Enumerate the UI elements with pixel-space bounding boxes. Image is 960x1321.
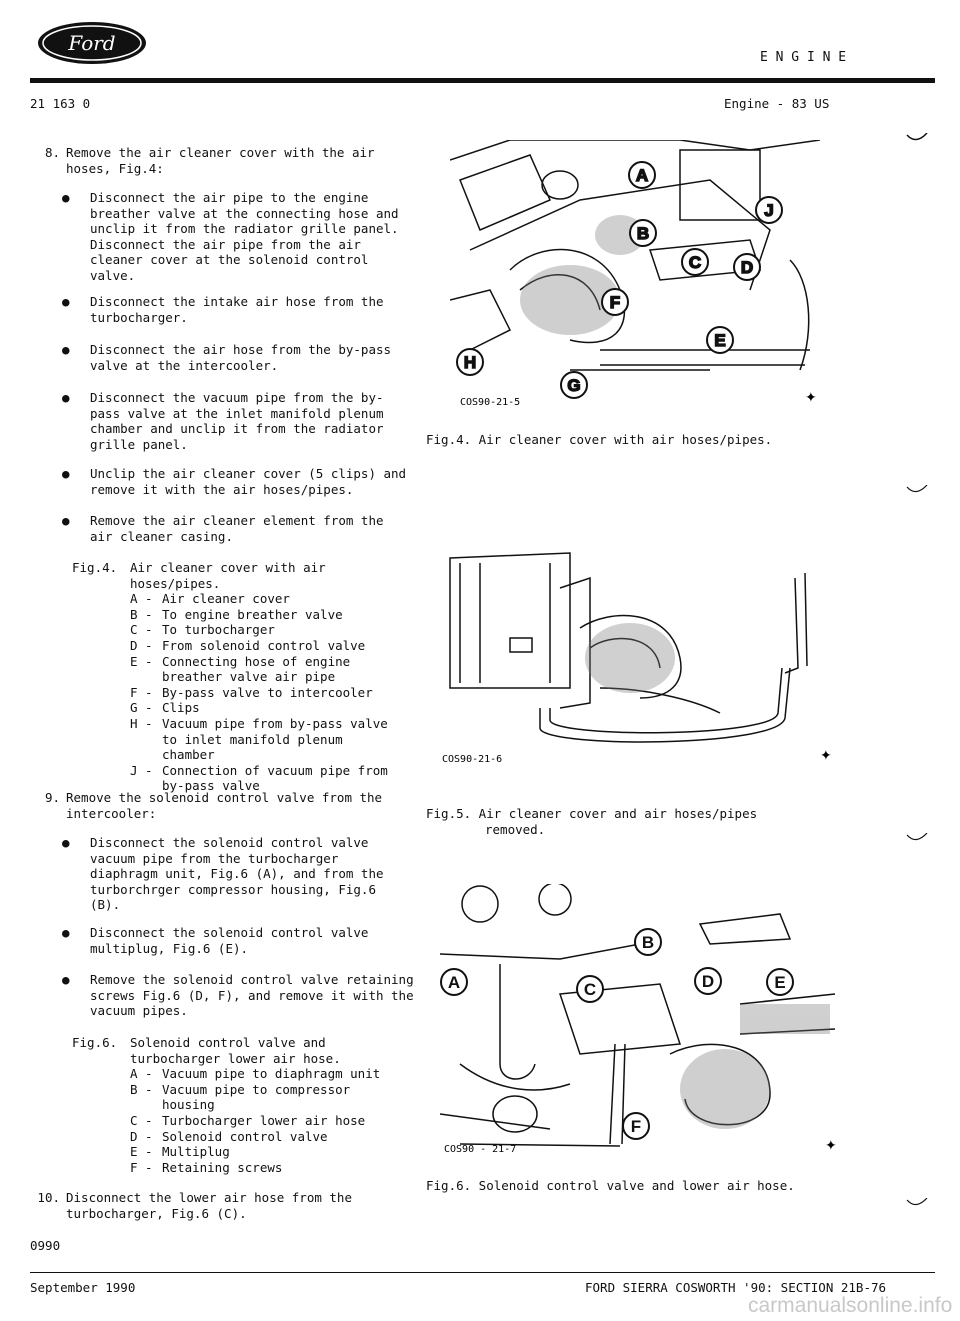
step-8-bullet-6: ● Remove the air cleaner element from the air cleaner casing. [62,513,384,544]
watermark: carmanualsonline.info [748,1294,953,1317]
doc-code: 21 163 0 [30,96,91,111]
step-10: 10. Disconnect the lower air hose from the turbocharger, Fig.6 (C). [37,1190,352,1221]
fig6-key-item: A - Vacuum pipe to diaphragm unit [130,1066,381,1082]
fig6-callout-label: F [630,1117,642,1136]
step-9-bullet-3: ● Remove the solenoid control valve retaining screws Fig.6 (D, F), and remove it with the vacuum pipes. [62,972,414,1019]
fig6-caption: Fig.6. Solenoid control valve and lower air hose. [426,1178,795,1193]
north-arrow-icon: ✦ [820,748,832,764]
step-8-number: 8. [44,145,60,160]
fig4-key-item: J - Connection of vacuum pipe from by-pass valve [130,762,388,794]
fig4-key-item: F - By-pass valve to intercooler [130,684,373,700]
fig6-callout-label: C [583,980,597,999]
step-9: 9. Remove the solenoid control valve from the intercooler: [44,790,383,821]
page-code: 0990 [30,1238,61,1253]
section-title: E N G I N E [760,50,847,65]
fig4-callout-label: D [740,258,754,277]
footer-section: FORD SIERRA COSWORTH '90: SECTION 21B-76 [585,1280,887,1295]
footer-date: September 1990 [30,1280,136,1295]
step-8-bullet-4: ● Disconnect the vacuum pipe from the by-pass valve at the inlet manifold plenum chamber and unclip it from the radiator grille panel. [62,390,384,452]
fig4-callout-label: G [567,376,581,395]
margin-tick-icon [906,485,928,497]
fig4-key-item: B - To engine breather valve [130,606,343,622]
fig6-callout-label: E [774,973,786,992]
fig6-ref: COS90 - 21-7 [444,1144,517,1155]
fig6-callout-label: A [447,973,461,992]
fig4-callout-label: E [714,331,726,350]
margin-tick-icon [906,133,928,145]
margin-tick-icon [906,833,928,845]
fig4-key-item: E - Connecting hose of engine breather valve air pipe [130,653,351,685]
fig4-callout-label: A [635,166,649,185]
fig4-ref: COS90-21-5 [460,397,521,408]
fig6-key-item: C - Turbocharger lower air hose [130,1112,366,1128]
fig4-key-item: G - Clips [130,700,200,716]
step-8-bullet-5: ● Unclip the air cleaner cover (5 clips) and remove it with the air hoses/pipes. [62,466,407,497]
fig4-callout-label: H [463,353,477,372]
step-9-bullet-2: ● Disconnect the solenoid control valve multiplug, Fig.6 (E). [62,925,369,956]
fig4-key-item: H - Vacuum pipe from by-pass valve to inlet manifold plenum chamber [130,715,388,763]
fig5-caption: Fig.5. Air cleaner cover and air hoses/pipes removed. [426,806,758,837]
north-arrow-icon: ✦ [825,1138,837,1154]
step-9-bullet-1: ● Disconnect the solenoid control valve vacuum pipe from the turbocharger diaphragm unit, Fig.6 (A), and from the turborchrger compressor housing, Fig.6 (B). [62,835,384,913]
fig5-ref: COS90-21-6 [442,754,503,765]
step-8-bullet-1: ● Disconnect the air pipe to the engine breather valve at the connecting hose and unclip it from the radiator grille panel. Disconnect the air pipe from the air cleaner cover at the solenoid control valve. [62,190,399,283]
fig4-callout-label: C [688,253,702,272]
fig6-key: Fig.6. Solenoid control valve and turbocharger lower air hose. A - Vacuum pipe to diaphragm unit B - Vacuum pipe to compressor housing C - Turbocharger lower air hose D - Solenoid control valve E - Multiplug F - Retaining screws [72,1035,412,1175]
figure-5-illustration [440,548,840,768]
fig4-key-item: C - To turbocharger [130,622,275,638]
fig4-callout-label: F [609,293,621,312]
fig4-callout-label: J [764,201,774,220]
fig4-callout-label: B [636,224,650,243]
header-rule [30,78,935,83]
fig6-callout-label: D [701,972,715,991]
fig4-key-item: D - From solenoid control valve [130,637,366,653]
ford-logo [36,20,148,66]
fig6-key-item: F - Retaining screws [130,1159,283,1175]
step-8-bullet-2: ● Disconnect the intake air hose from the turbocharger. [62,294,384,325]
step-8-bullet-3: ● Disconnect the air hose from the by-pass valve at the intercooler. [62,342,392,373]
svg-text:Ford: Ford [68,31,116,55]
step-8 [34,145,414,176]
figure-4-illustration [450,140,820,410]
fig4-caption: Fig.4. Air cleaner cover with air hoses/pipes. [426,432,773,447]
fig4-key: Fig.4. Air cleaner cover with air hoses/pipes. A - Air cleaner cover B - To engine breather valve C - To turbocharger D - From solenoid control valve E - Connecting hose of engine breather valve air pipe F - By-pass valve to intercooler G - Clips H - Vacuum pipe from by-pass valve to inlet manifold plenum chamber J - Connection of vacuum pipe from by-pass valve [72,560,412,794]
fig6-key-item: B - Vacuum pipe to compressor housing [130,1081,351,1113]
margin-tick-icon [906,1198,928,1210]
step-8-text: Remove the air cleaner cover with the air hoses, Fig.4: [66,145,375,176]
fig6-key-item: E - Multiplug [130,1144,230,1160]
footer-rule [30,1272,935,1273]
figure-6-illustration [440,884,840,1156]
fig4-key-item: A - Air cleaner cover [130,591,290,607]
fig6-callout-label: B [641,933,655,952]
fig6-key-item: D - Solenoid control valve [130,1128,328,1144]
page-ref: Engine - 83 US [724,96,830,111]
north-arrow-icon: ✦ [805,390,817,406]
